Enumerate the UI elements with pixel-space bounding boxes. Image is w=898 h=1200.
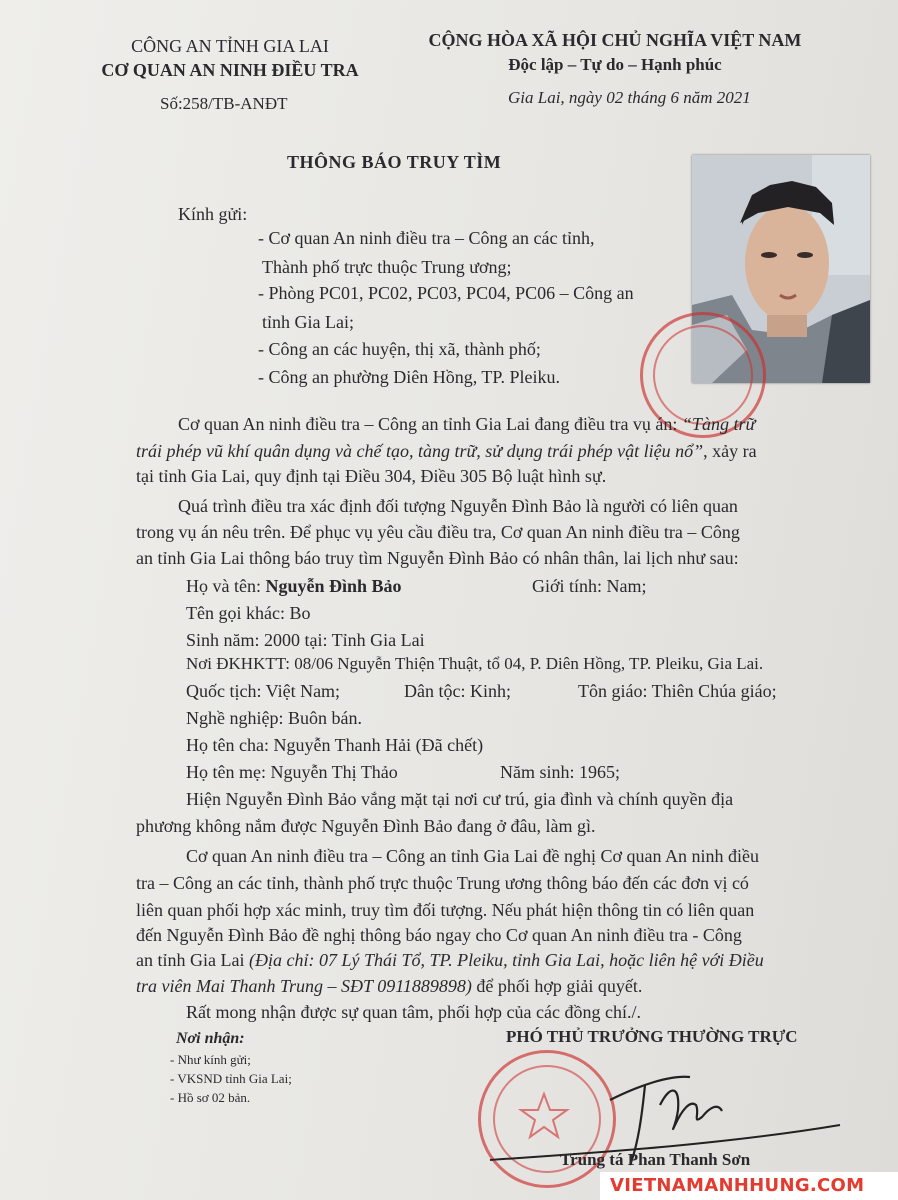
paragraph-4-line: Cơ quan An ninh điều tra – Công an tỉnh Gia Lai đề nghị Cơ quan An ninh điều — [186, 846, 759, 866]
recipient-line: tỉnh Gia Lai; — [262, 312, 354, 332]
suspect-occupation: Nghề nghiệp: Buôn bán. — [186, 708, 362, 728]
recipient-line: - Phòng PC01, PC02, PC03, PC04, PC06 – Công an — [258, 283, 634, 303]
agency-line-1: CÔNG AN TỈNH GIA LAI — [131, 36, 329, 56]
suspect-nationality: Quốc tịch: Việt Nam; — [186, 681, 341, 701]
motto: Độc lập – Tự do – Hạnh phúc — [508, 55, 722, 74]
recipient-line: Thành phố trực thuộc Trung ương; — [262, 257, 512, 277]
place-date: Gia Lai, ngày 02 tháng 6 năm 2021 — [508, 88, 751, 107]
paragraph-2-line: trong vụ án nêu trên. Để phục vụ yêu cầu điều tra, Cơ quan An ninh điều tra – Công — [136, 522, 740, 542]
recipient-line: - Công an phường Diên Hồng, TP. Pleiku. — [258, 367, 560, 387]
closing-line: Rất mong nhận được sự quan tâm, phối hợp của các đồng chí./. — [186, 1002, 641, 1022]
document-number: Số:258/TB-ANĐT — [160, 94, 288, 113]
country-name: CỘNG HÒA XÃ HỘI CHỦ NGHĨA VIỆT NAM — [428, 30, 802, 50]
paragraph-2-line: an tỉnh Gia Lai thông báo truy tìm Nguyễn Đình Bảo có nhân thân, lai lịch như sau: — [136, 548, 739, 568]
suspect-mother: Họ tên mẹ: Nguyễn Thị Thảo — [186, 762, 398, 782]
paragraph-3-line: phương không nắm được Nguyễn Đình Bảo đang ở đâu, làm gì. — [136, 816, 596, 836]
suspect-birth: Sinh năm: 2000 tại: Tỉnh Gia Lai — [186, 630, 425, 650]
paragraph-3-line: Hiện Nguyễn Đình Bảo vắng mặt tại nơi cư trú, gia đình và chính quyền địa — [186, 789, 734, 809]
paragraph-4-line: liên quan phối hợp xác minh, truy tìm đối tượng. Nếu phát hiện thông tin có liên quan — [136, 900, 755, 920]
agency-line-2: CƠ QUAN AN NINH ĐIỀU TRA — [101, 60, 359, 80]
watermark-text: VIETNAMANHHUNG.COM — [610, 1175, 865, 1196]
footer-recipient-item: - Như kính gửi; — [170, 1052, 251, 1067]
footer-recipients-label: Nơi nhận: — [176, 1030, 245, 1047]
suspect-gender: Giới tính: Nam; — [532, 576, 647, 596]
signer-position: PHÓ THỦ TRƯỞNG THƯỜNG TRỰC — [506, 1027, 798, 1046]
recipient-line: - Công an các huyện, thị xã, thành phố; — [258, 339, 541, 359]
recipient-line: - Cơ quan An ninh điều tra – Công an các tỉnh, — [258, 228, 595, 248]
paragraph-2-line: Quá trình điều tra xác định đối tượng Nguyễn Đình Bảo là người có liên quan — [178, 496, 738, 516]
suspect-alias: Tên gọi khác: Bo — [186, 603, 311, 623]
suspect-father: Họ tên cha: Nguyễn Thanh Hải (Đã chết) — [186, 735, 484, 755]
footer-recipient-item: - Hồ sơ 02 bản. — [170, 1090, 251, 1105]
paragraph-4-line: tra viên Mai Thanh Trung – SĐT 0911889898) để phối hợp giải quyết. — [136, 976, 643, 996]
suspect-ethnicity: Dân tộc: Kinh; — [404, 681, 511, 701]
recipients-label: Kính gửi: — [178, 204, 248, 224]
paragraph-1-line: tại tỉnh Gia Lai, quy định tại Điều 304, Điều 305 Bộ luật hình sự. — [136, 466, 607, 486]
signer-name: Trung tá Phan Thanh Sơn — [560, 1150, 751, 1169]
document-title: THÔNG BÁO TRUY TÌM — [287, 152, 502, 172]
paragraph-4-line: tra – Công an các tỉnh, thành phố trực thuộc Trung ương thông báo đến các đơn vị có — [136, 873, 749, 893]
suspect-mother-birth: Năm sinh: 1965; — [500, 762, 620, 782]
paragraph-1-line: trái phép vũ khí quân dụng và chế tạo, tàng trữ, sử dụng trái phép vật liệu nổ”, xảy ra — [136, 441, 757, 461]
suspect-name-line: Họ và tên: Nguyễn Đình Bảo — [186, 576, 402, 596]
suspect-religion: Tôn giáo: Thiên Chúa giáo; — [578, 681, 777, 701]
paragraph-4-line: an tỉnh Gia Lai (Địa chỉ: 07 Lý Thái Tổ, TP. Pleiku, tỉnh Gia Lai, hoặc liên hệ với Điều — [136, 950, 764, 970]
suspect-residence: Nơi ĐKHKTT: 08/06 Nguyễn Thiện Thuật, tổ 04, P. Diên Hồng, TP. Pleiku, Gia Lai. — [186, 654, 764, 673]
paragraph-1-line: Cơ quan An ninh điều tra – Công an tỉnh Gia Lai đang điều tra vụ án: “Tàng trữ — [178, 414, 756, 434]
footer-recipient-item: - VKSND tỉnh Gia Lai; — [170, 1071, 292, 1086]
paragraph-4-line: đến Nguyễn Đình Bảo đề nghị thông báo ngay cho Cơ quan An ninh điều tra - Công — [136, 925, 742, 945]
